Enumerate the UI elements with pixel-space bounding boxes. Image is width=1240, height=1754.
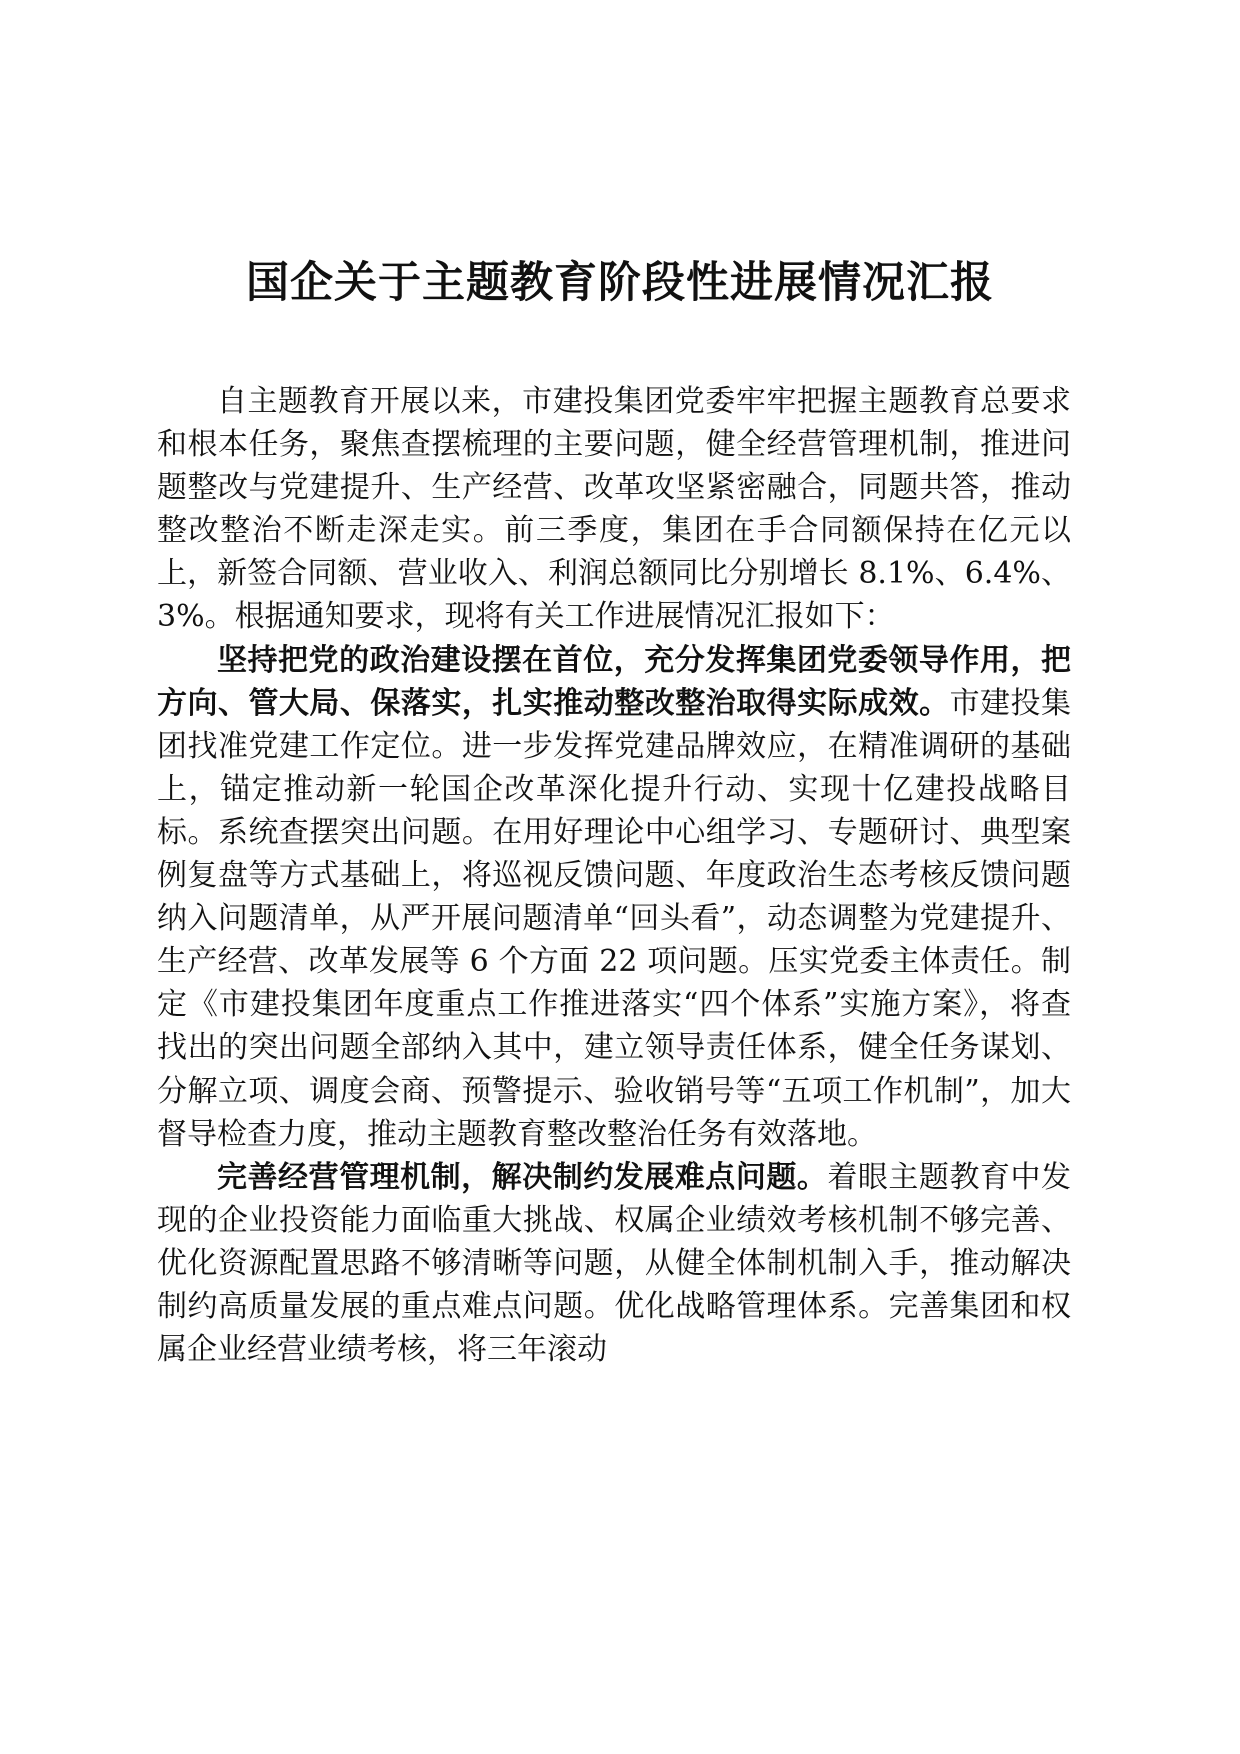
paragraph-lead: 坚持把党的政治建设摆在首位，充分发挥集团党委领导作用，把方向、管大局、保落实，扎实推动整改整治取得实际成效。 xyxy=(157,642,1071,721)
paragraph-lead: 完善经营管理机制，解决制约发展难点问题。 xyxy=(217,1159,828,1195)
paragraph-text: 市建投集团找准党建工作定位。进一步发挥党建品牌效应，在精准调研的基础上，锚定推动新一轮国企改革深化提升行动、实现十亿建投战略目标。系统查摆突出问题。在用好理论中心组学习、专题研讨、典型案例复盘等方式基础上，将巡视反馈问题、年度政治生态考核反馈问题纳入问题清单，从严开展问题清单“回头看”，动态调整为党建提升、生产经营、改革发展等 6 个方面 22 项问题。压实党委主体责任。制定《市建投集团年度重点工作推进落实“四个体系”实施方案》，将查找出的突出问题全部纳入其中，建立领导责任体系，健全任务谋划、分解立项、调度会商、预警提示、验收销号等“五项工作机制”，加大督导检查力度，推动主题教育整改整治任务有效落地。 xyxy=(157,685,1072,1152)
document-title: 国企关于主题教育阶段性进展情况汇报 xyxy=(246,258,994,308)
document-body xyxy=(157,380,1071,1371)
paragraph-party-building xyxy=(157,639,1071,1156)
paragraph-text: 着眼主题教育中发现的企业投资能力面临重大挑战、权属企业绩效考核机制不够完善、优化资源配置思路不够清晰等问题，从健全体制机制入手，推动解决制约高质量发展的重点难点问题。优化战略管理体系。完善集团和权属企业经营业绩考核，将三年滚动 xyxy=(157,1159,1072,1368)
paragraph-intro xyxy=(157,380,1071,639)
paragraph-text: 自主题教育开展以来，市建投集团党委牢牢把握主题教育总要求和根本任务，聚焦查摆梳理的主要问题，健全经营管理机制，推进问题整改与党建提升、生产经营、改革攻坚紧密融合，同题共答，推动整改整治不断走深走实。前三季度，集团在手合同额保持在亿元以上，新签合同额、营业收入、利润总额同比分别增长 8.1%、6.4%、3%。根据通知要求，现将有关工作进展情况汇报如下： xyxy=(157,384,1071,635)
paragraph-management xyxy=(157,1156,1071,1371)
